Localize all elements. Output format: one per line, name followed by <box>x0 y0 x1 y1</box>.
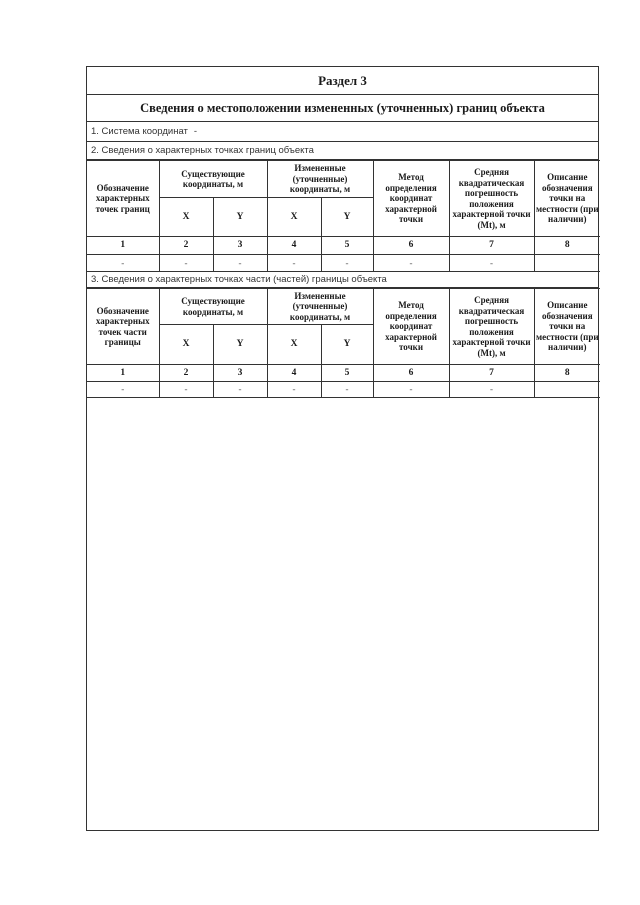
designation-header: Обозначение характерных точек границ <box>87 161 159 237</box>
column-number: 8 <box>534 237 600 255</box>
existing-x-header: X <box>159 325 213 365</box>
table-cell: - <box>213 255 267 272</box>
table-cell <box>534 382 600 398</box>
column-number: 4 <box>267 237 321 255</box>
changed-y-header: Y <box>321 198 373 237</box>
table-cell: - <box>159 255 213 272</box>
object-title: Сведения о местоположении измененных (уточненных) границ объекта <box>87 95 598 122</box>
part-points-table <box>87 288 600 398</box>
changed-x-header: X <box>267 198 321 237</box>
column-number: 7 <box>449 237 534 255</box>
method-header: Метод определения координат характерной точки <box>373 161 449 237</box>
column-number: 2 <box>159 365 213 382</box>
table-cell: - <box>449 382 534 398</box>
existing-coords-header: Существующие координаты, м <box>159 161 267 198</box>
changed-x-header: X <box>267 325 321 365</box>
column-number: 4 <box>267 365 321 382</box>
table-cell: - <box>87 255 159 272</box>
changed-coords-header: Измененные (уточненные) координаты, м <box>267 289 373 325</box>
column-number: 1 <box>87 365 159 382</box>
existing-y-header: Y <box>213 325 267 365</box>
existing-coords-header: Существующие координаты, м <box>159 289 267 325</box>
column-number: 3 <box>213 237 267 255</box>
column-number: 1 <box>87 237 159 255</box>
coord-system-line <box>87 122 598 142</box>
designation-header: Обозначение характерных точек части границы <box>87 289 159 365</box>
coord-system-label: 1. Система координат <box>91 126 188 137</box>
table2-caption: 3. Сведения о характерных точках части (частей) границы объекта <box>87 271 598 288</box>
form-frame <box>86 66 599 831</box>
points-table <box>87 160 600 272</box>
table-cell: - <box>267 255 321 272</box>
table-cell: - <box>267 382 321 398</box>
table-cell: - <box>373 382 449 398</box>
coord-system-value: - <box>193 126 198 137</box>
table-cell: - <box>321 255 373 272</box>
section-title: Раздел 3 <box>87 67 598 95</box>
existing-x-header: X <box>159 198 213 237</box>
column-number: 8 <box>534 365 600 382</box>
description-header: Описание обозначения точки на местности (при наличии) <box>534 161 600 237</box>
column-number: 6 <box>373 365 449 382</box>
method-header: Метод определения координат характерной точки <box>373 289 449 365</box>
column-number: 6 <box>373 237 449 255</box>
error-header: Средняя квадратическая погрешность положения характерной точки (Mt), м <box>449 289 534 365</box>
table-cell: - <box>87 382 159 398</box>
table-cell: - <box>321 382 373 398</box>
table1-caption: 2. Сведения о характерных точках границ объекта <box>87 142 598 160</box>
error-header: Средняя квадратическая погрешность положения характерной точки (Mt), м <box>449 161 534 237</box>
column-number: 5 <box>321 365 373 382</box>
table-cell: - <box>373 255 449 272</box>
changed-y-header: Y <box>321 325 373 365</box>
table-cell: - <box>159 382 213 398</box>
table-cell: - <box>449 255 534 272</box>
existing-y-header: Y <box>213 198 267 237</box>
column-number: 5 <box>321 237 373 255</box>
column-number: 7 <box>449 365 534 382</box>
description-header: Описание обозначения точки на местности (при наличии) <box>534 289 600 365</box>
table-cell: - <box>213 382 267 398</box>
table-cell <box>534 255 600 272</box>
column-number: 2 <box>159 237 213 255</box>
column-number: 3 <box>213 365 267 382</box>
changed-coords-header: Измененные (уточненные) координаты, м <box>267 161 373 198</box>
blank-area <box>87 409 598 830</box>
